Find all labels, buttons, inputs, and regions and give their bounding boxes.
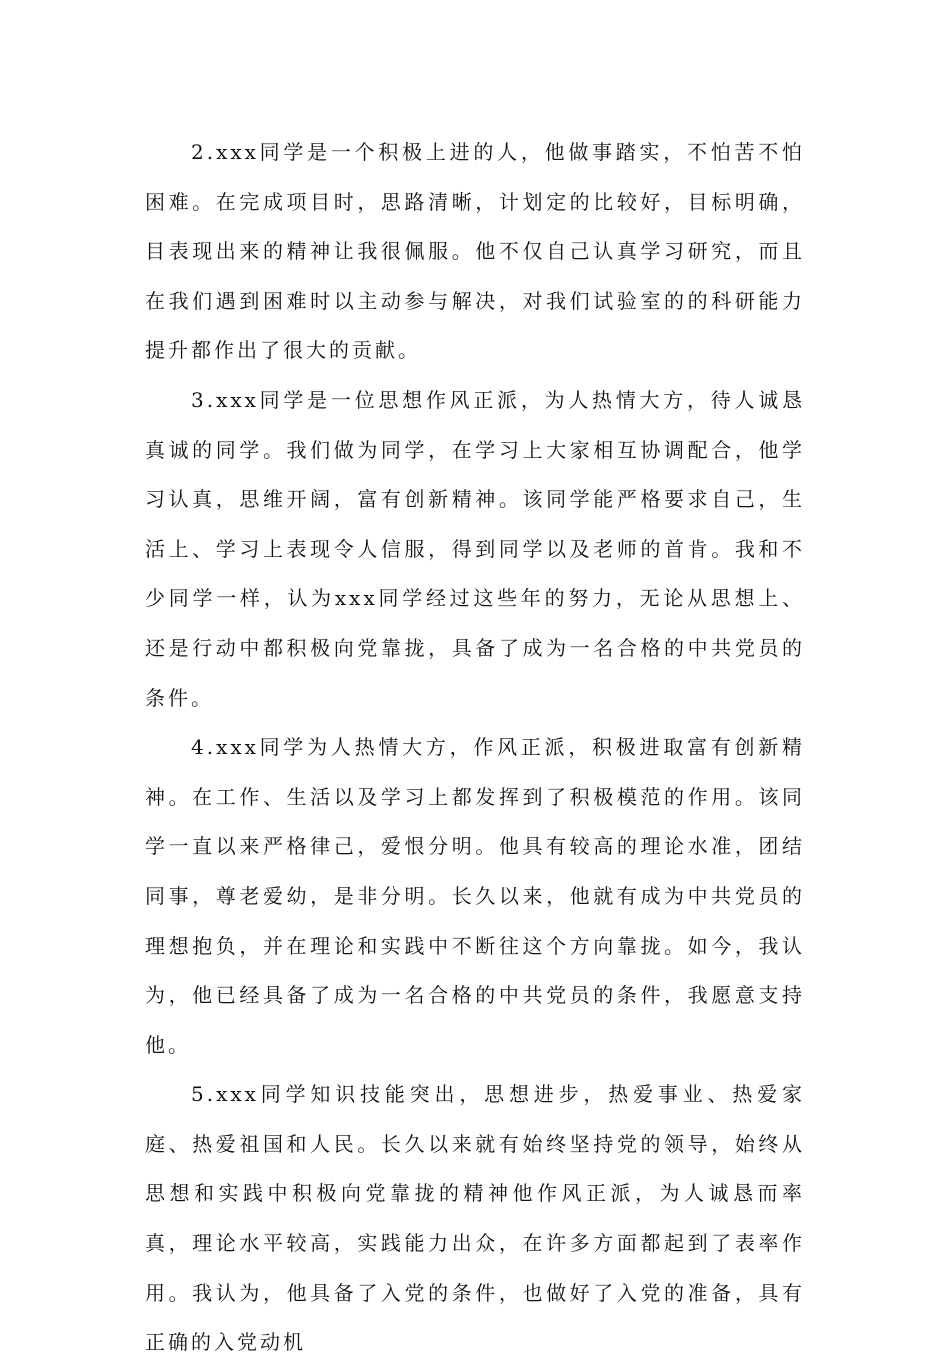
- paragraph-line: 现出来的精神让我很佩服。他不仅自己认真学习研究，而且在我们: [145, 239, 806, 313]
- paragraph-line: 遇到困难时以主动参与解决，对我们试验室的的科研能力提升都作: [145, 288, 806, 363]
- paragraph-line: 神。在工作、生活以及学习上都发挥到了积极模范的作用。该同学: [145, 784, 805, 859]
- paragraph-line: 难。在完成项目时，思路清晰，计划定的比较好，目标明确，目表: [145, 189, 806, 264]
- paragraph-line: 他具备了入党的条件，也做好了入党的准备，具有正确的入党动机: [145, 1280, 806, 1355]
- paragraph-line: 样，认为xxx同学经过这些年的努力，无论从思想上、还是行动中: [145, 586, 805, 660]
- paragraph-line: 事，尊老爱幼，是非分明。长久以来，他就有成为中共党员的理想: [145, 883, 806, 958]
- paragraph-line: 真，思维开阔，富有创新精神。该同学能严格要求自己，生活上、: [145, 487, 806, 561]
- paragraph-5: [145, 1070, 805, 1368]
- paragraph-line: 5.xxx同学知识技能突出，思想进步，热爱事业、热爱家庭、: [145, 1082, 805, 1156]
- paragraph-line: 抱负，并在理论和实践中不断往这个方向靠拢。如今，我认为，他: [145, 933, 806, 1008]
- paragraph-line: 诚的同学。我们做为同学，在学习上大家相互协调配合，他学习认: [145, 437, 806, 512]
- paragraph-line: 实践中积极向党靠拢的精神他作风正派，为人诚恳而率真，理论水: [145, 1181, 805, 1256]
- paragraph-line: 都积极向党靠拢，具备了成为一名合格的中共党员的条件。: [145, 635, 806, 710]
- paragraph-2: [145, 128, 805, 376]
- paragraph-line: 学习上表现令人信服，得到同学以及老师的首肯。我和不少同学一: [145, 536, 806, 611]
- paragraph-line: 已经具备了成为一名合格的中共党员的条件，我愿意支持他。: [145, 983, 806, 1057]
- paragraph-line: 出了很大的贡献。: [237, 338, 421, 363]
- paragraph-line: 2.xxx同学是一个积极上进的人，他做事踏实，不怕苦不怕困: [145, 140, 805, 214]
- paragraph-3: [145, 376, 805, 723]
- paragraph-line: 3.xxx同学是一位思想作风正派，为人热情大方，待人诚恳真: [145, 387, 805, 462]
- document-body: [145, 128, 805, 1368]
- paragraph-4: [145, 723, 805, 1070]
- paragraph-line: 平较高，实践能力出众，在许多方面都起到了表率作用。我认为，: [145, 1231, 806, 1305]
- paragraph-line: 一直以来严格律己，爱恨分明。他具有较高的理论水准，团结同: [145, 834, 806, 908]
- paragraph-line: 4.xxx同学为人热情大方，作风正派，积极进取富有创新精: [191, 735, 805, 760]
- paragraph-line: 热爱祖国和人民。长久以来就有始终坚持党的领导，始终从思想和: [145, 1131, 806, 1206]
